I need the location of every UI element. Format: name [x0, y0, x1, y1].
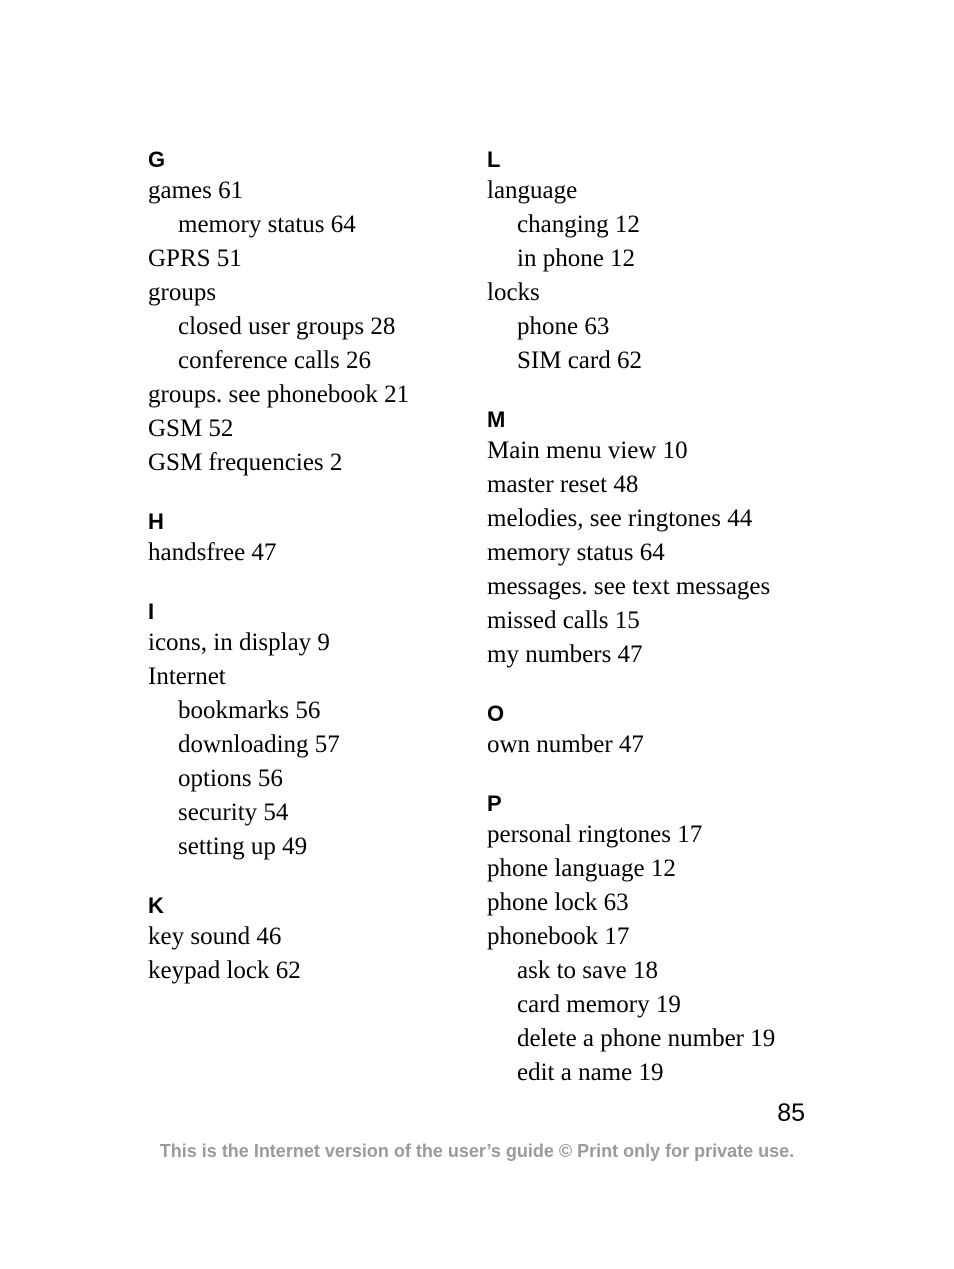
- index-section-m: [487, 406, 817, 672]
- index-subentry: conference calls 26: [178, 347, 371, 374]
- section-letter: M: [487, 407, 506, 432]
- section-letter: I: [148, 599, 155, 624]
- index-section-l: [487, 146, 817, 378]
- index-entry: groups: [148, 279, 217, 306]
- index-section-o: [487, 700, 817, 762]
- index-entry: games 61: [148, 177, 244, 204]
- index-section-k: [148, 892, 468, 988]
- section-letter: L: [487, 147, 501, 172]
- index-entry: icons, in display 9: [148, 629, 330, 656]
- index-section-g: [148, 146, 468, 480]
- index-entry: my numbers 47: [487, 641, 643, 668]
- index-entry: groups. see phonebook 21: [148, 381, 410, 408]
- index-subentry: setting up 49: [178, 833, 308, 860]
- index-section-p: [487, 790, 817, 1090]
- index-entry: GSM 52: [148, 415, 234, 442]
- section-letter: K: [148, 893, 164, 918]
- index-section-h: [148, 508, 468, 570]
- index-entry: locks: [487, 279, 540, 306]
- index-column-left: [148, 146, 468, 1016]
- section-letter: O: [487, 701, 505, 726]
- index-entry: memory status 64: [487, 539, 665, 566]
- index-entry: Internet: [148, 663, 226, 690]
- page-number: 85: [777, 1099, 805, 1127]
- section-letter: H: [148, 509, 164, 534]
- index-subentry: closed user groups 28: [178, 313, 396, 340]
- index-entry: personal ringtones 17: [487, 821, 703, 848]
- index-entry: master reset 48: [487, 471, 639, 498]
- index-section-i: [148, 598, 468, 864]
- index-entry: handsfree 47: [148, 539, 277, 566]
- index-subentry: phone 63: [517, 313, 610, 340]
- index-entry: phonebook 17: [487, 923, 630, 950]
- index-subentry: options 56: [178, 765, 283, 792]
- index-entry: GPRS 51: [148, 245, 242, 272]
- index-entry: phone language 12: [487, 855, 676, 882]
- index-subentry: SIM card 62: [517, 347, 642, 374]
- index-entry: phone lock 63: [487, 889, 629, 916]
- index-subentry: bookmarks 56: [178, 697, 321, 724]
- section-letter: P: [487, 791, 502, 816]
- index-entry: Main menu view 10: [487, 437, 688, 464]
- footer-note: This is the Internet version of the user’s guide © Print only for private use.: [159, 1141, 795, 1161]
- index-entry: melodies, see ringtones 44: [487, 505, 753, 532]
- index-subentry: changing 12: [517, 211, 640, 238]
- index-column-right: [487, 146, 817, 1118]
- index-entry: missed calls 15: [487, 607, 640, 634]
- index-subentry: ask to save 18: [517, 957, 658, 984]
- index-subentry: downloading 57: [178, 731, 340, 758]
- index-entry: GSM frequencies 2: [148, 449, 343, 476]
- section-letter: G: [148, 147, 166, 172]
- index-entry: keypad lock 62: [148, 957, 301, 984]
- index-entry: own number 47: [487, 731, 644, 758]
- index-entry: language: [487, 177, 578, 204]
- index-subentry: security 54: [178, 799, 289, 826]
- index-entry: key sound 46: [148, 923, 282, 950]
- index-subentry: edit a name 19: [517, 1059, 664, 1086]
- index-entry: messages. see text messages: [487, 573, 771, 600]
- index-subentry: card memory 19: [517, 991, 681, 1018]
- index-subentry: in phone 12: [517, 245, 636, 272]
- index-subentry: delete a phone number 19: [517, 1025, 776, 1052]
- index-subentry: memory status 64: [178, 211, 356, 238]
